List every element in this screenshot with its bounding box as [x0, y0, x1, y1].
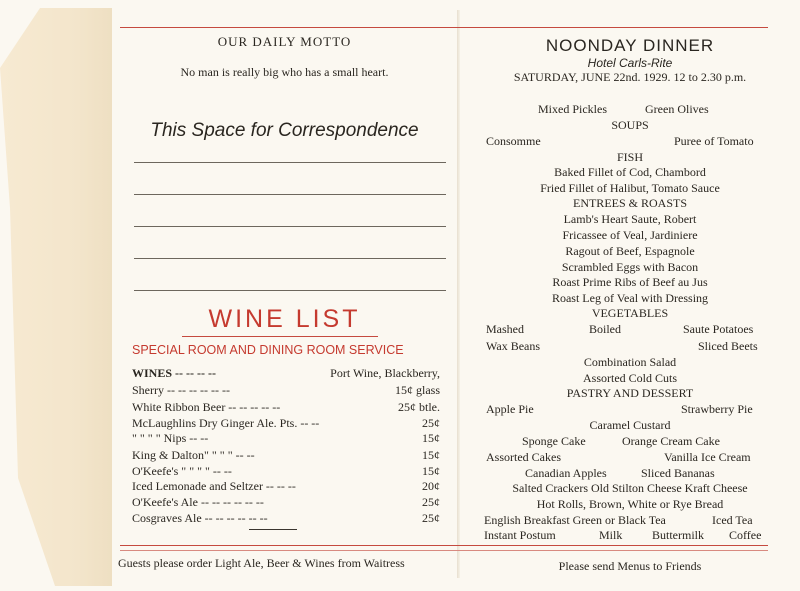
wine-row-label: Cosgraves Ale -- -- -- -- -- --: [132, 511, 268, 525]
writing-line: [134, 258, 446, 259]
wine-row-price: 25¢ btle.: [398, 400, 440, 414]
menu-row: [484, 322, 792, 338]
menu-row: [484, 528, 792, 544]
menu-item: Instant Postum: [484, 528, 556, 542]
menu-item: Roast Leg of Veal with Dressing: [551, 291, 709, 305]
wine-row: [132, 464, 440, 479]
menu-item: Mashed: [486, 322, 524, 336]
folded-flap: [0, 8, 113, 586]
menu-date: SATURDAY, JUNE 22nd. 1929. 12 to 2.30 p.m.: [513, 70, 747, 84]
menu-item: Vanilla Ice Cream: [664, 450, 751, 464]
menu-item: Buttermilk: [652, 528, 704, 542]
wine-row-price: 20¢: [422, 479, 440, 493]
wine-row-label: White Ribbon Beer -- -- -- -- --: [132, 400, 281, 414]
menu-item: Sliced Bananas: [641, 466, 715, 480]
menu-item: Lamb's Heart Saute, Robert: [563, 212, 697, 226]
motto-heading: OUR DAILY MOTTO: [217, 34, 352, 49]
wine-row: [132, 431, 440, 446]
menu-item: Apple Pie: [486, 402, 534, 416]
wine-row: [132, 495, 440, 510]
wine-row-price: 15¢: [422, 431, 440, 445]
menu-row: [484, 434, 792, 450]
wine-row-label: " " " " Nips -- --: [132, 431, 209, 445]
menu-item: Assorted Cold Cuts: [582, 371, 677, 385]
section-heading-pastry: PASTRY AND DESSERT: [566, 386, 694, 400]
wine-row: [132, 511, 440, 526]
wine-row: [132, 479, 440, 494]
wine-row-label: Sherry -- -- -- -- -- --: [132, 383, 230, 397]
wine-row-price: 25¢: [422, 495, 440, 509]
wine-row-label: O'Keefe's Ale -- -- -- -- -- --: [132, 495, 264, 509]
wine-list-title: WINE LIST: [208, 305, 361, 333]
wine-row-price: Port Wine, Blackberry,: [330, 366, 440, 380]
wine-row: [132, 383, 440, 398]
menu-item: Puree of Tomato: [674, 134, 754, 148]
wine-row-price: 15¢: [422, 448, 440, 462]
menu-item: Milk: [599, 528, 623, 542]
wine-end-rule: [249, 529, 297, 530]
menu-item: Fricassee of Veal, Jardiniere: [562, 228, 698, 242]
menu-item: Mixed Pickles: [538, 102, 607, 116]
wine-row: [132, 416, 440, 431]
menu-item: Ragout of Beef, Espagnole: [565, 244, 695, 258]
wine-row-price: 25¢: [422, 416, 440, 430]
menu-item: Fried Fillet of Halibut, Tomato Sauce: [540, 181, 720, 195]
wine-title-underline: [182, 336, 378, 337]
wine-row-label: O'Keefe's " " " " -- --: [132, 464, 232, 478]
menu-item: Sliced Beets: [698, 339, 758, 353]
wine-row-label: WINES -- -- -- --: [132, 366, 216, 380]
wine-row-label: McLaughlins Dry Ginger Ale. Pts. -- --: [132, 416, 320, 430]
menu-item: Assorted Cakes: [486, 450, 561, 464]
menu-item: Consomme: [486, 134, 541, 148]
writing-line: [134, 162, 446, 163]
section-heading-fish: FISH: [616, 150, 643, 164]
menu-item: Canadian Apples: [525, 466, 607, 480]
menu-item: Strawberry Pie: [681, 402, 753, 416]
menu-item: Iced Tea: [712, 513, 753, 527]
section-heading-vegetables: VEGETABLES: [591, 306, 669, 320]
wine-row: [132, 366, 440, 381]
section-heading-soups: SOUPS: [611, 118, 649, 132]
wine-row-label: King & Dalton" " " " -- --: [132, 448, 255, 462]
menu-item: English Breakfast Green or Black Tea: [484, 513, 666, 527]
menu-row: [484, 513, 792, 529]
menu-item: Green Olives: [645, 102, 709, 116]
menu-item: Combination Salad: [583, 355, 677, 369]
wine-row-label: Iced Lemonade and Seltzer -- -- --: [132, 479, 296, 493]
menu-item: Baked Fillet of Cod, Chambord: [554, 165, 706, 179]
menu-item: Saute Potatoes: [683, 322, 754, 336]
menu-item: Scrambled Eggs with Bacon: [561, 260, 699, 274]
menu-row: [484, 466, 792, 482]
menu-item: Roast Prime Ribs of Beef au Jus: [552, 275, 708, 289]
menu-item: Orange Cream Cake: [622, 434, 720, 448]
right-footer: Please send Menus to Friends: [558, 559, 702, 573]
menu-item: Coffee: [729, 528, 762, 542]
right-panel: [460, 0, 800, 591]
wine-row: [132, 400, 440, 415]
wine-subtitle: SPECIAL ROOM AND DINING ROOM SERVICE: [132, 343, 404, 357]
menu-title: NOONDAY DINNER: [545, 36, 715, 55]
correspondence-title: This Space for Correspondence: [150, 120, 419, 141]
menu-row: [484, 102, 792, 118]
menu-item: Salted Crackers Old Stilton Cheese Kraft Cheese: [512, 481, 748, 495]
menu-row: [484, 450, 792, 466]
menu-item: Sponge Cake: [522, 434, 586, 448]
writing-line: [134, 194, 446, 195]
hotel-name: Hotel Carls-Rite: [587, 56, 673, 70]
section-heading-entrees: ENTREES & ROASTS: [572, 196, 687, 210]
writing-line: [134, 290, 446, 291]
menu-item: Wax Beans: [486, 339, 541, 353]
wine-row: [132, 448, 440, 463]
wine-row-price: 15¢: [422, 464, 440, 478]
menu-row: [484, 134, 792, 150]
wine-row-price: 25¢: [422, 511, 440, 525]
motto-text: No man is really big who has a small heart.: [180, 65, 389, 79]
menu-row: [484, 339, 792, 355]
menu-item: Caramel Custard: [589, 418, 671, 432]
left-footer: Guests please order Light Ale, Beer & Wines from Waitress: [118, 556, 405, 570]
left-panel: [112, 0, 457, 591]
menu-row: [484, 402, 792, 418]
menu-item: Boiled: [589, 322, 621, 336]
menu-item: Hot Rolls, Brown, White or Rye Bread: [536, 497, 724, 511]
wine-row-price: 15¢ glass: [395, 383, 440, 397]
writing-line: [134, 226, 446, 227]
